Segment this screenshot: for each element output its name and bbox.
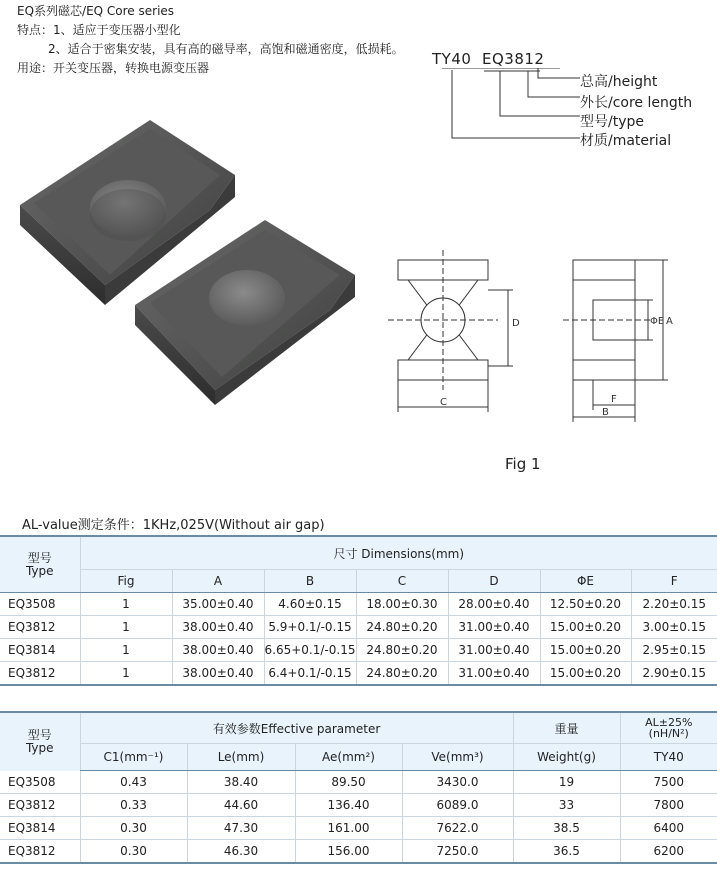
usage-line: 用途：开关变压器，转换电源变压器 — [17, 61, 210, 75]
eff-col-ve: Ve(mm³) — [402, 744, 513, 771]
dimension-drawing — [388, 250, 688, 430]
type-code: EQ3812 — [482, 50, 545, 68]
al-condition: AL-value测定条件：1KHz,025V(Without air gap) — [22, 518, 325, 533]
dim-label-a: A — [666, 316, 673, 327]
table-row: EQ3508 1 35.00±0.40 4.60±0.15 18.00±0.30 28.00±0.40 12.50±0.20 2.20±0.15 — [0, 593, 717, 616]
table-row: EQ3812 0.33 44.60 136.40 6089.0 33 7800 — [0, 794, 717, 817]
legend-core-length: 外长/core length — [580, 95, 693, 111]
code-legend-lines — [440, 68, 590, 150]
legend-height: 总高/height — [580, 74, 658, 90]
dim-col-f: F — [631, 570, 717, 593]
page-title: EQ系列磁芯/EQ Core series — [17, 4, 175, 18]
eff-col-le: Le(mm) — [187, 744, 295, 771]
table-row: EQ3812 1 38.00±0.40 6.4+0.1/-0.15 24.80±0.20 31.00±0.40 15.00±0.20 2.90±0.15 — [0, 662, 717, 686]
dim-col-c: C — [356, 570, 448, 593]
figure-caption: Fig 1 — [505, 455, 541, 473]
eff-group-header: 有效参数Effective parameter — [80, 712, 513, 744]
al-header: AL±25% (nH/N²) — [620, 712, 717, 744]
dim-group-header: 尺寸 Dimensions(mm) — [80, 536, 717, 570]
legend-material: 材质/material — [580, 133, 672, 149]
dim-col-d: D — [448, 570, 540, 593]
dim-label-f: F — [611, 394, 617, 405]
eff-col-weight: Weight(g) — [513, 744, 620, 771]
eff-type-header: 型号 Type — [0, 712, 80, 771]
eff-col-c1: C1(mm⁻¹) — [80, 744, 187, 771]
dim-col-fig: Fig — [80, 570, 172, 593]
dim-label-c: C — [440, 397, 447, 408]
table-row: EQ3814 0.30 47.30 161.00 7622.0 38.5 6400 — [0, 817, 717, 840]
eff-col-ty40: TY40 — [620, 744, 717, 771]
dim-col-a: A — [172, 570, 264, 593]
feature-line-1: 特点：1、适应于变压器小型化 — [17, 23, 181, 37]
dimensions-table — [0, 535, 717, 686]
table-row: EQ3812 1 38.00±0.40 5.9+0.1/-0.15 24.80±0.20 31.00±0.40 15.00±0.20 3.00±0.15 — [0, 616, 717, 639]
dim-label-b: B — [602, 407, 609, 418]
core-photo — [10, 115, 370, 405]
table-row: EQ3814 1 38.00±0.40 6.65+0.1/-0.15 24.80±0.20 31.00±0.40 15.00±0.20 2.95±0.15 — [0, 639, 717, 662]
dim-col-b: B — [264, 570, 356, 593]
dim-label-d: D — [512, 318, 520, 329]
dim-col-e: ΦE — [540, 570, 631, 593]
dim-label-e: ΦE — [650, 316, 665, 327]
legend-type: 型号/type — [580, 114, 644, 130]
feature-line-2: 2、适合于密集安装，具有高的磁导率，高饱和磁通密度，低损耗。 — [48, 42, 404, 56]
material-code: TY40 — [432, 50, 472, 68]
dim-type-header: 型号 Type — [0, 536, 80, 593]
effective-parameter-table — [0, 711, 717, 864]
eff-col-ae: Ae(mm²) — [295, 744, 402, 771]
table-row: EQ3812 0.30 46.30 156.00 7250.0 36.5 6200 — [0, 840, 717, 864]
table-row: EQ3508 0.43 38.40 89.50 3430.0 19 7500 — [0, 771, 717, 794]
weight-header: 重量 — [513, 712, 620, 744]
